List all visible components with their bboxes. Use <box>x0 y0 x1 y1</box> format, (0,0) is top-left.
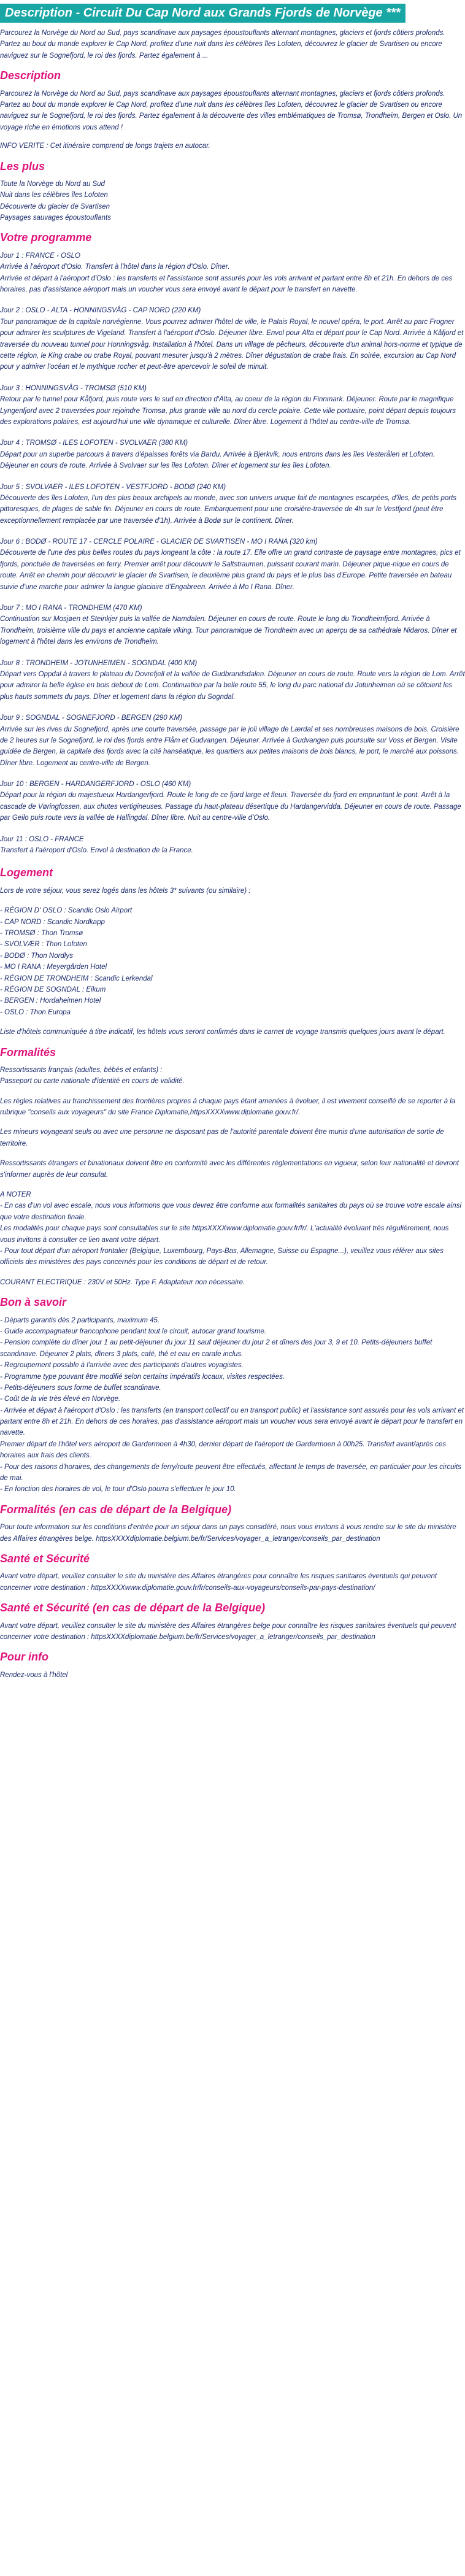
programme-day <box>0 383 465 428</box>
hotel-item: - RÉGION D' OSLO : Scandic Oslo Airport <box>0 907 133 915</box>
spacer <box>0 1149 465 1158</box>
day-heading: Jour 4 : TROMSØ - ILES LOFOTEN - SVOLVAER (380 KM) <box>0 439 188 447</box>
bon-a-savoir-line: - Petits-déjeuners sous forme de buffet scandinave. <box>0 1384 161 1392</box>
bon-a-savoir-line: - Programme type pouvant être modifié selon certains impératifs locaux, visites respectées. <box>0 1373 285 1381</box>
intro-text <box>0 28 465 61</box>
page-title-banner: Description - Circuit Du Cap Nord aux Grands Fjords de Norvège *** <box>0 4 405 23</box>
formalites-line: Ressortissants étrangers et binationaux doivent être en conformité avec les différentes réglementations en vigueur, selon leur nationalité et devront s'informer auprès de leur consulat. <box>0 1160 459 1179</box>
bon-a-savoir-section <box>0 1315 465 1495</box>
pour-info-heading: Pour info <box>0 1651 48 1664</box>
day-heading: Jour 1 : FRANCE - OSLO <box>0 252 81 260</box>
bon-a-savoir-line: Premier départ de l'hôtel vers aéroport de Gardermoen à 4h30, dernier départ de l'aéroport de Gardermoen à 00h25. Transfert avant/après ces horaires aux frais des clients. <box>0 1440 447 1460</box>
programme-day <box>0 438 465 471</box>
logement-note: Liste d'hôtels communiquée à titre indicatif, les hôtels vous seront confirmés dans le carnet de voyage transmis quelques jours avant le départ. <box>0 1028 445 1036</box>
day-text: Arrivée à l'aéroport d'Oslo. Transfert à l'hôtel dans la région d'Oslo. Dîner. Arrivée et départ à l'aéroport d'Oslo : les transferts et l'assistance sont assurés pour les vols arrivant et partant entre 8h et 21h. En dehors de ces horaires, pas d'assistance aéroport mais un voucher vous sera envoyé avant le départ pour le transfert en navette. <box>0 263 453 294</box>
plus-item: Nuit dans les célèbres îles Lofoten <box>0 191 108 199</box>
day-text: Départ pour la région du majestueux Hardangerfjord. Route le long de ce fjord large et fleuri. Traversée du fjord en empruntant le pont. Arrêt à la cascade de Vøringfossen, aux chutes vertigineuses. Passage du haut-plateau désertique du Hardangervidda. Déjeuner en cours de route. Passage par Geilo puis route vers la vallée de Hallingdal. Dîner libre. Nuit au centre-ville d'Oslo. <box>0 792 461 822</box>
day-heading: Jour 5 : SVOLVAER - ILES LOFOTEN - VESTFJORD - BODØ (240 KM) <box>0 483 226 491</box>
programme-days <box>0 250 465 857</box>
programme-day <box>0 250 465 296</box>
hotel-item: - RÉGION DE SOGNDAL : Eikum <box>0 985 106 993</box>
day-text: Départ pour un superbe parcours à travers d'épaisses forêts via Bardu. Arrivée à Bjerkvik, nous entrons dans les îles Vesterålen et Lofoten. Déjeuner en cours de route. Arrivée à Svolvaer sur les îles Lofoten. Dîner et logement sur les îles Lofoten. <box>0 450 435 470</box>
programme-day <box>0 536 465 593</box>
hotel-item: - TROMSØ : Thon Tromsø <box>0 930 83 937</box>
programme-day <box>0 834 465 857</box>
info-verite: INFO VERITE : Cet itinéraire comprend de longs trajets en autocar. <box>0 142 210 150</box>
bon-a-savoir-line: - Pension complète du dîner jour 1 au petit-déjeuner du jour 11 sauf déjeuner du jour 2 et dîners des jour 3, 9 et 10. Petits-déjeuners buffet scandinave. Déjeuner 2 plats, dîners 3 plats, café, thé et eau en carafe inclus. <box>0 1339 432 1358</box>
hotel-item: - MO I RANA : Meyergården Hotel <box>0 963 107 971</box>
bon-a-savoir-line: - En fonction des horaires de vol, le tour d'Oslo pourra s'effectuer le jour 10. <box>0 1486 236 1494</box>
day-heading: Jour 9 : SOGNDAL - SOGNEFJORD - BERGEN (290 KM) <box>0 714 182 722</box>
les-plus-heading: Les plus <box>0 160 45 172</box>
formalites-line: Les règles relatives au franchissement des frontières propres à chaque pays étant amenées à évoluer, il est vivement conseillé de se reporter à la rubrique "conseils aux voyageurs" du site France Diplomatie,httpsXXXXwww.diplomatie.gouv.fr/. <box>0 1097 456 1117</box>
logement-section <box>0 885 465 1038</box>
programme-day <box>0 779 465 824</box>
les-plus-list <box>0 179 465 224</box>
bon-a-savoir-line: - Pour des raisons d'horaires, des changements de ferry/route peuvent être effectués, affectant le temps de traversée, en particulier pour les circuits de mai. <box>0 1463 461 1483</box>
plus-item: Découverte du glacier de Svartisen <box>0 202 110 210</box>
sante-belgique-heading: Santé et Sécurité (en cas de départ de la Belgique) <box>0 1602 266 1614</box>
programme-day <box>0 712 465 769</box>
day-text: Tour panoramique de la capitale norvégienne. Vous pourrez admirer l'hôtel de ville, le Palais Royal, le nouvel opéra, le port. Arrêt au parc Frogner pour admirer les sculptures de Vigeland. Transfert à l'aéroport d'Oslo. Déjeuner libre. Envol pour Alta et départ pour le Cap Nord. Arrivée à Kåfjord et traversée du nouveau tunnel pour Honningsvåg. Installation à l'hôtel. Dans un village de pêcheurs, découverte d'un animal hors-norme et typique de cette région, le King crabe ou crabe Royal, pouvant mesurer jusqu'à 2 mètres. Dîner dégustation de crabe frais. En soirée, excursion au Cap Nord pour y admirer l'océan et le mythique rocher et peut-être apercevoir le soleil de minuit. <box>0 318 464 371</box>
sante-belgique-text: Avant votre départ, veuillez consulter le site du ministère des Affaires étrangères belge pour connaître les risques sanitaires éventuels qui peuvent concerner votre destination : httpsXXXXdiplomatie.belgium.be/fr/Services/voyager_a_letranger/conseils_par_destination <box>0 1622 456 1641</box>
programme-heading: Votre programme <box>0 231 92 244</box>
spacer <box>0 1268 465 1277</box>
programme-day <box>0 658 465 703</box>
formalites-line: - Pour tout départ d'un aéroport frontalier (Belgique, Luxembourg, Pays-Bas, Allemagne, Suisse ou Espagne...), veuillez vous référer aux sites officiels des ministères des pays concernés pour les conditions de départ et de retour. <box>0 1247 444 1267</box>
formalites-line: A NOTER <box>0 1191 31 1199</box>
bon-a-savoir-line: - Arrivée et départ à l'aéroport d'Oslo : les transferts (en transport collectif ou en transport public) et l'assistance sont assurés pour les vols arrivant et partant entre 8h et 21h. En dehors de ces horaires, pas d'assistance aéroport mais un voucher vous sera envoyé avant le départ pour le transfert en navette. <box>0 1406 464 1437</box>
day-text: Découverte de l'une des plus belles routes du pays longeant la côte : la route 17. Elle offre un grand contraste de paysage entre montagnes, pics et fjords, ponctuée de traversées en ferry. Premier arrêt pour découvrir le Saltstraumen, puissant courant marin. Déjeuner pique-nique en cours de route. Arrêt en chemin pour découvrir le glacier de Svartisen, le deuxième plus grand du pays et le plus bas d'Europe. Petite traversée en bateau suivie d'une marche pour admirer la langue glaciaire d'Engabreen. Arrivée à Mo I Rana. Dîner. <box>0 549 461 591</box>
day-heading: Jour 3 : HONNINGSVÅG - TROMSØ (510 KM) <box>0 384 147 392</box>
formalites-section <box>0 1065 465 1288</box>
pour-info-section <box>0 1670 465 1681</box>
bon-a-savoir-line: - Départs garantis dès 2 participants, maximum 45. <box>0 1316 160 1324</box>
formalites-line: COURANT ELECTRIQUE : 230V et 50Hz. Type F. Adaptateur non nécessaire. <box>0 1278 245 1286</box>
spacer <box>0 1181 465 1189</box>
formalites-belgique-text: Pour toute information sur les conditions d'entrée pour un séjour dans un pays considéré, nous vous invitons à vous rendre sur le site du ministère des Affaires étrangères belge. httpsXXXXdiplomatie.belgium.be/fr/Services/voyager_a_letranger/conseils_par_destination <box>0 1524 456 1543</box>
spacer <box>0 1118 465 1127</box>
formalites-line: Les mineurs voyageant seuls ou avec une personne ne disposant pas de l'autorité parentale doivent être munis d'une autorisation de sortie de territoire. <box>0 1128 444 1147</box>
hotel-item: - SVOLVÆR : Thon Lofoten <box>0 941 87 949</box>
intro-paragraph: Parcourez la Norvège du Nord au Sud, pays scandinave aux paysages époustouflants alternant montagnes, glaciers et fjords côtiers profonds. Partez au bout du monde explorer le Cap Nord, profitez d'une nuit dans les célèbres îles Lofoten, découvrez le glacier de Svartisen ou encore naviguez sur le Sognefjord, le roi des fjords. Partez également à ... <box>0 29 445 60</box>
logement-heading: Logement <box>0 866 53 879</box>
hotel-item: - RÉGION DE TRONDHEIM : Scandic Lerkendal <box>0 974 153 982</box>
day-text: Arrivée sur les rives du Sognefjord, après une courte traversée, passage par le joli village de Lærdal et ses nombreuses maisons de bois. Croisière de 2 heures sur le Sognefjord, le roi des fjords entre Flåm et Gudvangen. Déjeuner. Arrivée à Gudvangen puis poursuite sur Voss et Bergen. Visite guidée de Bergen, la capitale des fjords avec la cité hanséatique, les quartiers aux petites maisons de bois blancs, le port, le marché aux poissons. Dîner libre. Logement au centre-ville de Bergen. <box>0 725 459 767</box>
hotel-list <box>0 905 465 1018</box>
programme-day <box>0 603 465 648</box>
formalites-line: - En cas d'un vol avec escale, nous vous informons que vous devrez être conforme aux formalités sanitaires du pays où se trouve votre escale ainsi que votre destination finale. <box>0 1202 461 1221</box>
bon-a-savoir-line: - Coût de la vie très élevé en Norvège. <box>0 1395 121 1403</box>
day-heading: Jour 7 : MO I RANA - TRONDHEIM (470 KM) <box>0 604 142 612</box>
description-heading: Description <box>0 69 61 82</box>
formalites-line: Les modalités pour chaque pays sont consultables sur le site httpsXXXXwww.diplomatie.gouv.fr/fr/. L'actualité évoluant très régulièrement, nous vous invitons à consulter ce lien avant votre départ. <box>0 1225 449 1244</box>
day-heading: Jour 8 : TRONDHEIM - JOTUNHEIMEN - SOGNDAL (400 KM) <box>0 659 198 667</box>
day-heading: Jour 11 : OSLO - FRANCE <box>0 835 84 843</box>
spacer <box>0 1087 465 1096</box>
day-text: Départ vers Oppdal à travers le plateau du Dovrefjell et la vallée de Gudbrandsdalen. Déjeuner en cours de route. Route vers la région de Lom. Arrêt pour admirer la belle église en bois debout de Lom. Continuation par la belle route 55, le long du parc national du Jotunheimen où se côtoient les plus hauts sommets du pays. Dîner et logement dans la région du Sogndal. <box>0 670 465 701</box>
hotel-item: - BODØ : Thon Nordlys <box>0 952 73 960</box>
formalites-belgique-heading: Formalités (en cas de départ de la Belgique) <box>0 1503 232 1516</box>
day-heading: Jour 2 : OSLO - ALTA - HONNINGSVÅG - CAP NORD (220 KM) <box>0 307 201 315</box>
day-text: Découverte des îles Lofoten, l'un des plus beaux archipels au monde, avec son univers unique fait de montagnes escarpées, d'îles, de petits ports pittoresques, de plages de sable fin. Déjeuner en cours de route. Embarquement pour une croisière-traversée de 4h sur le Vestfjord (peut être exceptionnellement remplacée par une traversée d'1h). Arrivée à Bodø sur le continent. Dîner. <box>0 494 457 525</box>
day-text: Transfert à l'aéroport d'Oslo. Envol à destination de la France. <box>0 847 193 855</box>
plus-item: Toute la Norvège du Nord au Sud <box>0 180 105 188</box>
day-text: Continuation sur Mosjøen et Steinkjer puis la vallée de Namdalen. Déjeuner en cours de route. Route le long du Trondheimfjord. Arrivée à Trondheim, troisième ville du pays et ancienne capitale viking. Tour panoramique de Trondheim avec un aperçu de sa cathédrale Nidaros. Dîner et logement à l'hôtel dans les environs de Trondheim. <box>0 615 457 646</box>
programme-day <box>0 482 465 527</box>
day-heading: Jour 10 : BERGEN - HARDANGERFJORD - OSLO (460 KM) <box>0 781 191 789</box>
sante-text: Avant votre départ, veuillez consulter le site du ministère des Affaires étrangères pour connaître les risques sanitaires éventuels qui peuvent concerner votre destination : httpsXXXXwww.diplomatie.gouv.fr/fr/conseils-aux-voyageurs/conseils-par-pays-destination/ <box>0 1573 437 1592</box>
formalites-belgique-section <box>0 1522 465 1544</box>
day-text: Retour par le tunnel pour Kåfjord, puis route vers le sud en direction d'Alta, au coeur de la région du Finnmark. Déjeuner. Route par le magnifique Lyngenfjord avec 2 traversées pour rejoindre Tromsø, plus grande ville au nord du cercle polaire. Cette ville portuaire, point départ depuis toujours des explorations polaires, est aujourd'hui une ville dynamique et culturelle. Dîner libre. Logement à l'hôtel au centre-ville de Tromsø. <box>0 396 456 426</box>
hotel-item: - OSLO : Thon Europa <box>0 1008 71 1016</box>
sante-belgique-section <box>0 1621 465 1643</box>
day-heading: Jour 6 : BODØ - ROUTE 17 - CERCLE POLAIRE - GLACIER DE SVARTISEN - MO I RANA (320 km) <box>0 538 318 546</box>
bon-a-savoir-line: - Regroupement possible à l'arrivée avec des participants d'autres voyagistes. <box>0 1362 244 1370</box>
bon-a-savoir-line: - Guide accompagnateur francophone pendant tout le circuit, autocar grand tourisme. <box>0 1327 267 1335</box>
description-section <box>0 88 465 152</box>
hotel-item: - CAP NORD : Scandic Nordkapp <box>0 918 105 926</box>
sante-section <box>0 1571 465 1594</box>
plus-item: Paysages sauvages époustouflants <box>0 214 111 222</box>
formalites-heading: Formalités <box>0 1046 56 1059</box>
formalites-line: Passeport ou carte nationale d'identité en cours de validité. <box>0 1078 185 1086</box>
logement-intro: Lors de votre séjour, vous serez logés dans les hôtels 3* suivants (ou similaire) : <box>0 887 251 895</box>
sante-heading: Santé et Sécurité <box>0 1552 90 1565</box>
pour-info-text: Rendez-vous à l'hôtel <box>0 1671 68 1679</box>
bon-a-savoir-heading: Bon à savoir <box>0 1296 67 1309</box>
formalites-line: Ressortissants français (adultes, bébés et enfants) : <box>0 1066 163 1074</box>
programme-day <box>0 305 465 372</box>
hotel-item: - BERGEN : Hordaheimen Hotel <box>0 997 101 1005</box>
description-paragraph: Parcourez la Norvège du Nord au Sud, pays scandinave aux paysages époustouflants alternant montagnes, glaciers et fjords côtiers profonds. Partez au bout du monde explorer le Cap Nord, profitez d'une nuit dans les célèbres îles Lofoten, découvrez le glacier de Svartisen ou encore naviguez sur le Sognefjord, le roi des fjords. Partez également à la découverte des villes emblématiques de Tromsø, Trondheim, Bergen et Oslo. Un voyage riche en émotions vous attend ! <box>0 90 463 131</box>
